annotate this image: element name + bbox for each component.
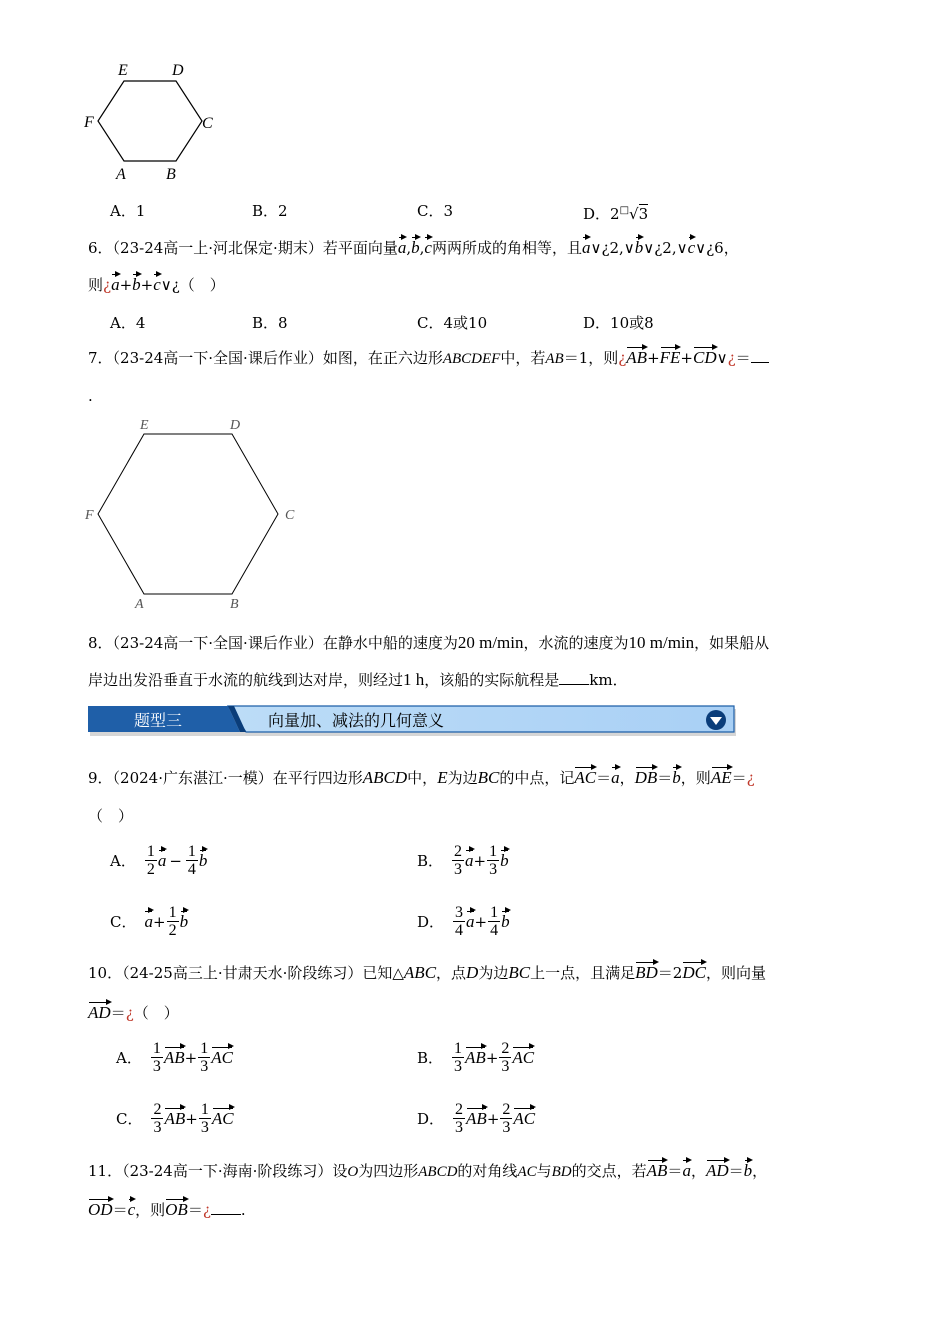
q7-period: . — [88, 387, 93, 405]
q8-line2b: ，该船的实际航程是 — [424, 671, 560, 689]
q6-text1: 若平面向量 — [322, 239, 398, 257]
q11-text2: 为四边形 — [358, 1162, 419, 1180]
frac: $\frac{1}{3}$ — [200, 1101, 209, 1136]
q10-text2: ，点 — [436, 964, 467, 982]
q9-option-b[interactable]: B． $\frac{2}{3}$ a + $\frac{1}{3}$ b — [417, 843, 509, 878]
q11-name: ABCD — [418, 1164, 458, 1180]
q10-eq: ＝ — [110, 1004, 126, 1022]
q9-text3: 为边 — [447, 769, 478, 787]
q10-option-b[interactable]: B． $\frac{1}{3}$ AB + $\frac{2}{3}$ AC — [417, 1040, 535, 1075]
q10-vec-bd: BD — [635, 963, 658, 982]
hex1-label-C: C — [202, 115, 213, 132]
collapse-chevron-icon[interactable] — [704, 709, 728, 731]
q11-line2 — [88, 1200, 246, 1220]
q11-eq2: ＝ — [728, 1162, 744, 1180]
q11-eq1: ＝ — [667, 1162, 683, 1180]
q6-vec-a-3: a — [111, 275, 120, 294]
q6-option-a[interactable]: A．4 — [110, 314, 146, 332]
q10-abc: ABC — [403, 963, 437, 982]
q5-option-d-glyph: □ — [619, 205, 630, 216]
q9-vec-ac: AC — [574, 768, 597, 787]
q6-text2: 两两所成的角相等，且 — [431, 239, 582, 257]
q10-option-a-label: A． — [116, 1049, 142, 1067]
q6-line2-prefix: 则 — [88, 276, 104, 294]
q6-vec-b: b — [411, 238, 420, 257]
q9-vec-ae: AE — [710, 768, 732, 787]
frac: $\frac{1}{4}$ — [490, 904, 499, 939]
hex2-label-A: A — [135, 597, 144, 612]
hex2-label-C: C — [285, 508, 295, 523]
q10-option-c-label: C． — [116, 1110, 143, 1128]
q8-answer-blank[interactable] — [559, 670, 589, 685]
q11-text4: 与 — [536, 1162, 552, 1180]
q8-text3: ，如果船从 — [694, 634, 770, 652]
q10-text3: 为边 — [478, 964, 509, 982]
q11-number: 11． — [88, 1162, 123, 1180]
q9-paren: （ ） — [88, 807, 134, 825]
q10-qmark: ¿ — [125, 1004, 134, 1022]
q7-qmark: ¿ — [618, 349, 627, 367]
q7-answer-blank[interactable] — [751, 348, 769, 363]
q6-line1: 6．（23-24高一上·河北保定·期末）若平面向量a,b,c两两所成的角相等，且a∨¿2,∨b∨¿2,∨c∨¿6， — [88, 238, 739, 257]
q11-text3: 的对角线 — [457, 1162, 518, 1180]
q10-option-c[interactable]: C． $\frac{2}{3}$ AB + $\frac{1}{3}$ AC — [116, 1101, 234, 1136]
q7-eq: ＝ — [735, 349, 751, 367]
q11-answer-blank[interactable] — [211, 1200, 241, 1215]
q10-text4: 上一点，且满足 — [530, 964, 636, 982]
q9-option-d[interactable]: D． $\frac{3}{4}$ a + $\frac{1}{4}$ b — [417, 904, 510, 939]
q7-vec-cd: CD — [693, 348, 717, 367]
q11-ac: AC — [517, 1164, 537, 1180]
q10-d: D — [466, 963, 479, 982]
q7-number: 7． — [88, 349, 113, 367]
q9-vec-a: a — [611, 768, 620, 787]
q11-eq4: ＝ — [187, 1201, 203, 1219]
q9-eq3: ＝ — [731, 769, 747, 787]
frac: $\frac{1}{3}$ — [200, 1040, 209, 1075]
q10-option-b-label: B． — [417, 1049, 444, 1067]
frac: $\frac{2}{3}$ — [153, 1101, 162, 1136]
q11-line1 — [88, 1161, 767, 1182]
q8-text2: ，水流的速度为 — [523, 634, 629, 652]
q9-vec-db: DB — [634, 768, 658, 787]
q7-text3: ＝1，则 — [563, 349, 619, 367]
q6-vec-b-3: b — [132, 275, 141, 294]
q7-tail-qmark: ¿ — [727, 349, 736, 367]
q8-number: 8． — [88, 634, 113, 652]
q8-speed2: 10 m/min — [628, 633, 695, 652]
q10-bc: BC — [508, 963, 531, 982]
q10-vec-ad: AD — [88, 1003, 111, 1022]
q10-d-ab: AB — [466, 1108, 487, 1128]
q9-comma: ， — [619, 769, 635, 787]
q11-comma1: ， — [690, 1162, 706, 1180]
q10-text5: ，则向量 — [705, 964, 766, 982]
q10-b-ab: AB — [465, 1047, 486, 1067]
frac: $\frac{2}{3}$ — [502, 1101, 511, 1136]
q11-text5: 的交点，若 — [571, 1162, 647, 1180]
q11-vec-b: b — [743, 1161, 753, 1180]
q7-ab: AB — [545, 351, 564, 367]
q7-hex-name: ABCDEF — [442, 351, 501, 367]
frac: $\frac{2}{3}$ — [501, 1040, 510, 1075]
q10-a-ab: AB — [163, 1047, 185, 1067]
q9-eq2: ＝ — [657, 769, 673, 787]
hex2-label-B: B — [230, 597, 239, 612]
q7-vec-ab: AB — [626, 348, 648, 367]
q11-vec-ob: OB — [165, 1200, 188, 1219]
q9-bc: BC — [477, 768, 500, 787]
q6-plus-1: + — [119, 276, 133, 294]
q6-line2-end: ∨¿（ ） — [160, 276, 225, 294]
q8-line2 — [88, 670, 628, 690]
q6-vec-b-2: b — [634, 238, 644, 257]
q5-option-d-tail: 3 — [638, 205, 649, 223]
q11-eq3: ＝ — [112, 1201, 128, 1219]
q6-plus-2: + — [140, 276, 154, 294]
q9-then: ，则 — [680, 769, 711, 787]
q5-option-d-label: D．2 — [583, 205, 620, 223]
banner-tag: 题型三 — [134, 711, 183, 730]
q9-option-b-label: B． — [417, 852, 444, 870]
q6-option-c[interactable]: C．4或10 — [417, 314, 488, 332]
frac: $\frac{1}{3}$ — [152, 1040, 161, 1075]
q6-vec-a-2: a — [581, 238, 591, 257]
q11-o: O — [347, 1164, 359, 1180]
q11-bd: BD — [551, 1164, 572, 1180]
q9-source: （2024·广东湛江·一模） — [112, 769, 273, 787]
q10-option-a[interactable]: A． $\frac{1}{3}$ AB + $\frac{1}{3}$ AC — [116, 1040, 233, 1075]
q10-line1 — [88, 963, 766, 983]
q10-option-d-label: D． — [417, 1110, 445, 1128]
q9-option-c[interactable]: C． a + $\frac{1}{2}$ b — [110, 904, 189, 939]
q9-eq1: ＝ — [596, 769, 612, 787]
q9-vec-b: b — [672, 768, 681, 787]
q6-vec-c-2: c — [687, 238, 696, 257]
q10-c-ab: AB — [164, 1108, 186, 1128]
section-banner — [88, 705, 736, 736]
q10-c-ac: AC — [211, 1108, 234, 1128]
q9-text1: 在平行四边形 — [272, 769, 363, 787]
q5-option-a[interactable]: A．1 — [110, 202, 146, 220]
q8-time: 1 h — [403, 670, 425, 689]
q10-source: （24-25高三上·甘肃天水·阶段练习） — [122, 964, 363, 982]
q6-source: （23-24高一上·河北保定·期末） — [112, 239, 323, 257]
q9-option-a-label: A． — [110, 852, 136, 870]
q10-text1: 已知△ — [362, 964, 404, 982]
q5-option-c[interactable]: C．3 — [417, 202, 454, 220]
q9-qmark: ¿ — [746, 769, 755, 787]
q11-vec-a: a — [682, 1161, 691, 1180]
q6-cond2: ∨¿2,∨ — [643, 239, 688, 257]
q7-text1: 如图，在正六边形 — [322, 349, 443, 367]
q9-text4: 的中点，记 — [499, 769, 575, 787]
frac: $\frac{1}{3}$ — [489, 843, 498, 878]
hex1-label-A: A — [116, 166, 126, 183]
hex2-label-D: D — [230, 418, 241, 433]
q11-comma2: ， — [752, 1162, 768, 1180]
q6-qmark: ¿ — [103, 276, 112, 294]
frac: $\frac{2}{3}$ — [454, 843, 463, 878]
q9-line1 — [88, 768, 755, 788]
q7-text2: 中，若 — [500, 349, 546, 367]
q6-option-b[interactable]: B．8 — [252, 314, 288, 332]
hex2-label-E: E — [140, 418, 149, 433]
q8-line1 — [88, 633, 769, 653]
q11-vec-od: OD — [88, 1200, 113, 1219]
hex2-label-F: F — [85, 508, 94, 523]
q10-option-d[interactable]: D． $\frac{2}{3}$ AB + $\frac{2}{3}$ AC — [417, 1101, 536, 1136]
q6-line2 — [88, 275, 225, 295]
q10-paren: （ ） — [133, 1004, 179, 1022]
frac: $\frac{1}{3}$ — [454, 1040, 463, 1075]
q11-vec-ad: AD — [705, 1161, 729, 1180]
q8-line2-text: 岸边出发沿垂直于水流的航线到达对岸，则经过 — [88, 671, 404, 689]
q8-text1: 在静水中船的速度为 — [322, 634, 458, 652]
q10-b-ac: AC — [512, 1047, 535, 1067]
q8-source: （23-24高一下·全国·课后作业） — [112, 634, 323, 652]
q10-number: 10． — [88, 964, 123, 982]
hex1-label-D: D — [172, 62, 184, 79]
q10-vec-dc: DC — [682, 963, 706, 982]
hex1-label-B: B — [166, 166, 176, 183]
banner-title: 向量加、减法的几何意义 — [268, 711, 445, 730]
q10-eq2: ＝2 — [657, 964, 683, 982]
q5-option-d[interactable] — [583, 201, 648, 224]
q11-qmark: ¿ — [202, 1201, 211, 1219]
q9-text2: 中， — [407, 769, 438, 787]
hexagon-figure-2 — [80, 412, 310, 617]
q6-vec-a: a — [397, 238, 407, 257]
radical-icon: √ — [629, 205, 639, 223]
q7-line1: 7．（23-24高一下·全国·课后作业）如图，在正六边形ABCDEF中，若AB＝1，则¿AB+FE+CD∨¿＝ — [88, 348, 769, 369]
q6-vec-c-3: c — [153, 275, 161, 294]
q10-d-ac: AC — [513, 1108, 536, 1128]
q8-speed1: 20 m/min — [457, 633, 524, 652]
q6-option-d[interactable]: D．10或8 — [583, 314, 654, 332]
q9-e: E — [437, 768, 448, 787]
hexagon-figure-1 — [80, 55, 230, 185]
q8-unit: km． — [589, 671, 628, 689]
q6-cond1: ∨¿2,∨ — [590, 239, 635, 257]
q9-option-d-label: D． — [417, 913, 445, 931]
hex1-label-E: E — [118, 62, 128, 79]
frac: $\frac{1}{4}$ — [187, 843, 196, 878]
q9-name: ABCD — [362, 768, 408, 787]
q11-source: （23-24高一下·海南·阶段练习） — [122, 1162, 333, 1180]
q9-number: 9． — [88, 769, 113, 787]
q6-number: 6． — [88, 239, 113, 257]
q5-option-b[interactable]: B．2 — [252, 202, 288, 220]
q6-vec-c: c — [424, 238, 432, 257]
q7-source: （23-24高一下·全国·课后作业） — [112, 349, 323, 367]
q11-then: ，则 — [135, 1201, 166, 1219]
frac: $\frac{1}{2}$ — [146, 843, 155, 878]
q10-line2 — [88, 1003, 179, 1023]
q10-a-ac: AC — [211, 1047, 233, 1067]
q11-vec-ab: AB — [646, 1161, 668, 1180]
frac: $\frac{1}{2}$ — [168, 904, 177, 939]
frac: $\frac{2}{3}$ — [455, 1101, 464, 1136]
hex1-label-F: F — [84, 114, 94, 131]
q11-period: . — [240, 1201, 246, 1219]
q11-text1: 设 — [332, 1162, 348, 1180]
frac: $\frac{3}{4}$ — [455, 904, 464, 939]
q11-vec-c: c — [127, 1200, 136, 1219]
q7-vec-fe: FE — [659, 348, 681, 367]
q9-option-c-label: C． — [110, 913, 137, 931]
q7-tail: ∨ — [716, 349, 728, 367]
q6-cond3: ∨¿6， — [695, 239, 739, 257]
q9-option-a[interactable]: A． $\frac{1}{2}$ a − $\frac{1}{4}$ b — [110, 843, 208, 878]
